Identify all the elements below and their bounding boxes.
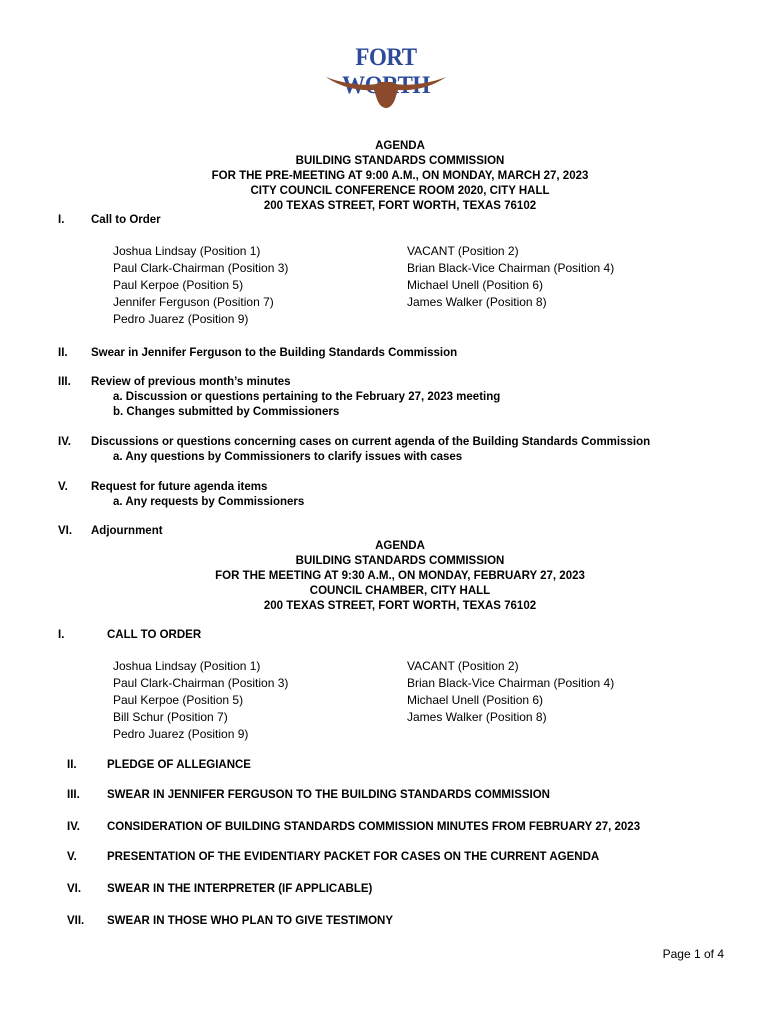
sub-item: a. Any requests by Commissioners <box>113 496 305 508</box>
member: Paul Clark-Chairman (Position 3) <box>113 676 289 690</box>
header-line: BUILDING STANDARDS COMMISSION <box>295 155 505 167</box>
item-number: VI. <box>58 525 73 537</box>
item-number: V. <box>67 851 77 863</box>
item-title: PLEDGE OF ALLEGIANCE <box>107 759 251 771</box>
member: Paul Clark-Chairman (Position 3) <box>113 261 289 275</box>
item-title: Discussions or questions concerning cases on current agenda of the Building Standards Commission <box>91 436 651 448</box>
member: VACANT (Position 2) <box>407 659 519 673</box>
member: James Walker (Position 8) <box>407 295 547 309</box>
item-title: SWEAR IN JENNIFER FERGUSON TO THE BUILDING STANDARDS COMMISSION <box>107 789 550 801</box>
member: Michael Unell (Position 6) <box>407 278 544 292</box>
header-line: AGENDA <box>375 540 425 552</box>
member: Michael Unell (Position 6) <box>407 693 544 707</box>
item-number: II. <box>58 347 68 359</box>
item-title: Adjournment <box>91 525 163 537</box>
member: James Walker (Position 8) <box>407 710 547 724</box>
item-title: Call to Order <box>91 214 161 226</box>
member: Joshua Lindsay (Position 1) <box>113 659 261 673</box>
header-line: FOR THE MEETING AT 9:30 A.M., ON MONDAY, FEBRUARY 27, 2023 <box>215 570 585 582</box>
header-line: COUNCIL CHAMBER, CITY HALL <box>309 585 491 597</box>
item-number: III. <box>58 376 71 388</box>
sub-item: b. Changes submitted by Commissioners <box>113 406 340 418</box>
item-number: II. <box>67 759 77 771</box>
item-number: V. <box>58 481 68 493</box>
header-line: FOR THE PRE-MEETING AT 9:00 A.M., ON MONDAY, MARCH 27, 2023 <box>211 170 589 182</box>
item-number: III. <box>67 789 80 801</box>
page-number: Page 1 of 4 <box>662 947 724 961</box>
item-number: VII. <box>67 915 85 927</box>
item-title: SWEAR IN THE INTERPRETER (IF APPLICABLE) <box>107 883 373 895</box>
header-line: CITY COUNCIL CONFERENCE ROOM 2020, CITY HALL <box>250 185 550 197</box>
sub-item: a. Any questions by Commissioners to clarify issues with cases <box>113 451 463 463</box>
member: Joshua Lindsay (Position 1) <box>113 244 261 258</box>
member: Paul Kerpoe (Position 5) <box>113 693 244 707</box>
logo-wordmark: FORT <box>355 44 417 71</box>
member: Jennifer Ferguson (Position 7) <box>113 295 274 309</box>
member: Bill Schur (Position 7) <box>113 710 228 724</box>
member: Brian Black-Vice Chairman (Position 4) <box>407 676 615 690</box>
member: Pedro Juarez (Position 9) <box>113 727 249 741</box>
item-title: SWEAR IN THOSE WHO PLAN TO GIVE TESTIMONY <box>107 915 394 927</box>
item-number: IV. <box>67 821 81 833</box>
item-title: Swear in Jennifer Ferguson to the Building Standards Commission <box>91 347 458 359</box>
header-line: 200 TEXAS STREET, FORT WORTH, TEXAS 76102 <box>263 600 537 612</box>
longhorn-steer-icon <box>324 74 448 110</box>
item-title: CALL TO ORDER <box>107 629 202 641</box>
item-title: PRESENTATION OF THE EVIDENTIARY PACKET FOR CASES ON THE CURRENT AGENDA <box>107 851 600 863</box>
header-line: AGENDA <box>375 140 425 152</box>
sub-item: a. Discussion or questions pertaining to the February 27, 2023 meeting <box>113 391 501 403</box>
item-title: CONSIDERATION OF BUILDING STANDARDS COMMISSION MINUTES FROM FEBRUARY 27, 2023 <box>107 821 641 833</box>
item-number: VI. <box>67 883 82 895</box>
item-number: IV. <box>58 436 72 448</box>
member: Brian Black-Vice Chairman (Position 4) <box>407 261 615 275</box>
header-line: 200 TEXAS STREET, FORT WORTH, TEXAS 76102 <box>263 200 537 212</box>
member: Paul Kerpoe (Position 5) <box>113 278 244 292</box>
item-title: Review of previous month’s minutes <box>91 376 291 388</box>
item-title: Request for future agenda items <box>91 481 268 493</box>
member: Pedro Juarez (Position 9) <box>113 312 249 326</box>
item-number: I. <box>58 629 65 641</box>
member: VACANT (Position 2) <box>407 244 519 258</box>
item-number: I. <box>58 214 65 226</box>
header-line: BUILDING STANDARDS COMMISSION <box>295 555 505 567</box>
